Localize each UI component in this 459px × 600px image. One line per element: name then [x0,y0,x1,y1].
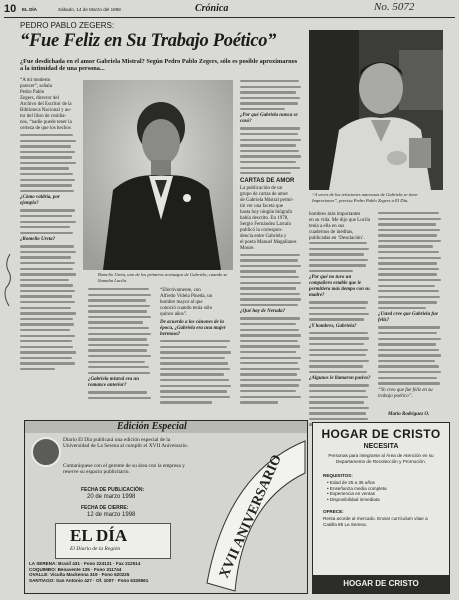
anniversary-ribbon [197,433,307,593]
article-byline: Mario Rodríguez O. [388,412,430,417]
ad-intro: Diario El Día publicará una edición especial de la Universidad de La Serena al cumplir el XVII Aniversario. [63,437,188,450]
ad-offer: Renta acorde al mercado. Enviar currículum vitae a Casilla 86 La Serena. [323,516,428,527]
handwritten-note: No. 5072 [374,1,415,13]
article-column-1: “A mi modesto parecer”, señala Pedro Pablo Zegers, director del Archivo del Escritor de la Biblioteca Nacional y au- tor del libro de cotidia- nos, “nadie puede tener la certeza de que los hechos ¿Cómo valdría, por ejemplo? ¿Romelio Ureta? [20,78,78,374]
ad-close-label: FECHA DE CIERRE: [81,505,129,511]
romelio-ureta-photo [83,80,233,270]
masthead-rule [4,17,455,18]
section-heading-cartas: CARTAS DE AMOR [240,177,295,184]
paper-name: EL DÍA [22,7,37,12]
ad-footer-band: HOGAR DE CRISTO [313,575,449,593]
special-edition-ad [24,420,308,594]
ad-contacts: LA SERENA: Brasil 431 · Fono 224121 · Fax 212514 COQUIMBO: Benavente 135 · Fono 311744 OVALLE: Vicuña Mackenna 319 · Fono 620225 SANTIAGO: San Antonio 427 · Of. 1007 · Fono 6326561 [29,561,149,583]
hogar-de-cristo-ad [312,422,450,594]
article-kicker: PEDRO PABLO ZEGERS: [20,21,115,30]
ad-requirements: • Edad de 25 a 35 años • Enseñanza media completa • Experiencia en ventas • Disponibilidad inmediata [327,480,387,502]
ad-title: HOGAR DE CRISTO [321,427,441,441]
article-headline: “Fue Feliz en Su Trabajo Poético” [20,31,277,51]
ad-offer-label: OFRECE: [323,509,344,514]
article-column-4: ¿Por qué Gabriela nunca se casó? CARTAS DE AMOR La publicación de un grupo de cartas de amor de Gabriela Mistral permi- tió ver una faceta que hasta hoy ningún biógrafo había descrito. En 1978, Sergio Fernández Larraín publicó la correspon- dencia entre Gabriela y el poeta Manuel Magallanes Moure. ¿Qué hay de Neruda? [240,80,304,407]
portrait-figure [83,80,233,270]
ad-pub-label: FECHA DE PUBLICACIÓN: [81,487,145,493]
article-column-6: ¿Usted cree que Gabriela fue feliz? “Yo creo que fue feliz en su trabajo poético”. [378,212,444,401]
margin-scribble [2,250,14,310]
article-column-5: hombres más importantes en su vida. Me dijo que Lucila tenía a ella en sus cuadernos de inéditas, publicadas en ‘Desolación’. ¿Por qué no tuvo un compañero estable que le permitiera más tiempo con su madre? ¿Y hombres, Gabriela? ¿Algunos le llamaron pasivo? [309,212,372,429]
article-column-2: ¿Gabriela mistral era un romance anterior? [88,288,154,402]
zegers-figure [309,30,443,190]
ad-logo-box [55,523,171,559]
zegers-photo-caption: “A veces de las relaciones amorosas de Gabriela se tiene Impresiones”, precisa Pedro Pablo Zegers a El Día. [312,192,418,203]
article-deck: ¿Fue desdichada en el amor Gabriela Mistral? Según Pedro Pablo Zegers, sólo es posible aproximarnos a la intimidad de una persona... [20,58,298,73]
ad-close-date: 12 de marzo 1998 [87,512,136,518]
anniversary-text: XVII ANIVERSARIO [216,452,285,581]
ad-pub-date: 20 de marzo 1998 [87,494,136,500]
ad-subtitle: NECESITA [363,443,399,450]
ad-body: Personas para integrarse al Área de Atención en su Departamento de Recolección y Promoción. [328,453,434,464]
issue-date: Sábado, 14 de Marzo del 1998 [58,7,121,12]
ad-emblem [31,437,61,467]
photo-caption: Romelio Ureta, uno de los primeros noviazgos de Gabriela, cuando se llamaba Lucila. [98,272,228,283]
zegers-photo [309,30,443,190]
article-column-3: “Efectivamente, con Alfredo Videla Pineda, un hombre mayor al que conoció cuando tenía sólo quince años”. De acuerdo a los cánones de la época, ¿Gabriela era una mujer hermosa? [160,288,234,407]
section-name: Crónica [195,3,229,14]
page-number: 10 [4,3,17,15]
ad-banner: Edición Especial [25,421,307,433]
ad-req-label: REQUISITOS: [323,473,353,478]
el-dia-tagline: El Diario de la Región [70,546,121,552]
ad-detail: Comuníquese con el gerente de su área con la empresa y reserve su espacio publicitario. [63,463,185,476]
el-dia-logo: EL DÍA [70,526,128,545]
